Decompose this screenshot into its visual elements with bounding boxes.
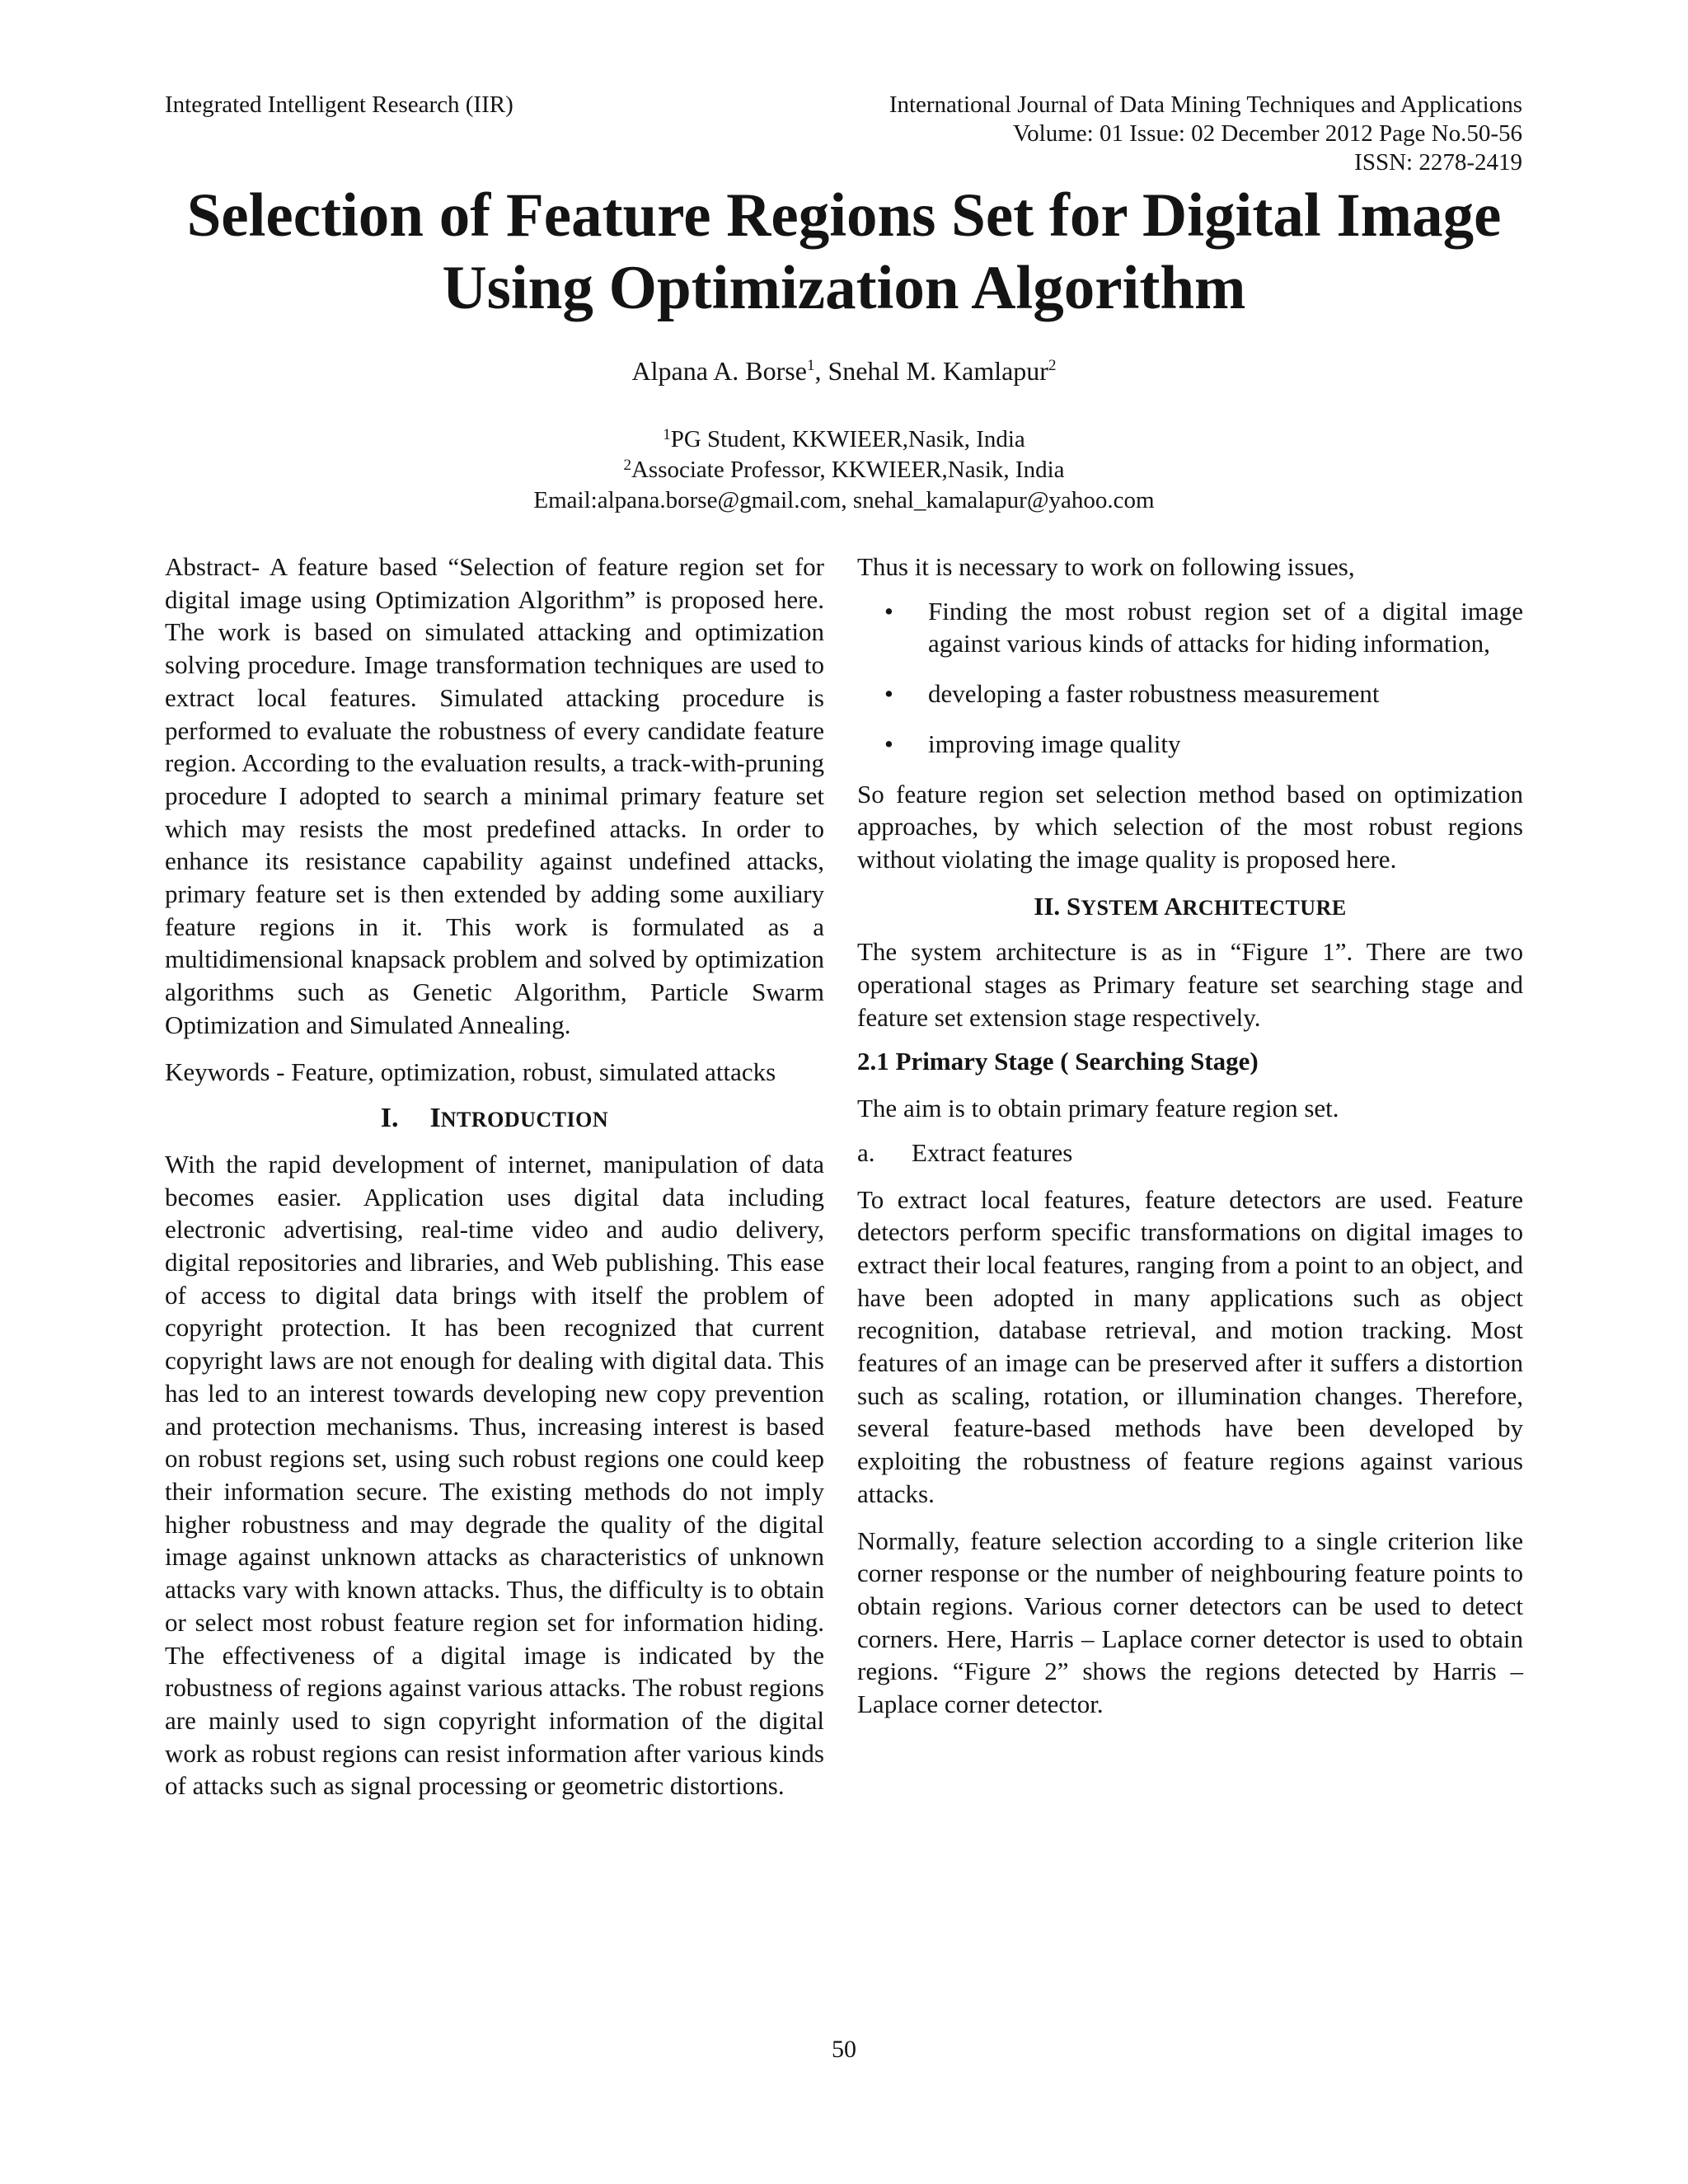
item-extract-features: [857, 1137, 1523, 1169]
journal-volume: Volume: 01 Issue: 02 December 2012 Page No.50-56: [1012, 120, 1522, 147]
subsection-heading-primary-stage: 2.1 Primary Stage ( Searching Stage): [857, 1047, 1259, 1076]
item-label: a.: [857, 1137, 875, 1167]
journal-name: International Journal of Data Mining Techniques and Applications: [889, 91, 1522, 118]
heading-word-2-rest: RCHITECTURE: [1182, 895, 1347, 920]
section-heading-system-architecture: [857, 890, 1523, 925]
affiliation-1-sup: 1: [663, 426, 671, 443]
heading-word-1-rest: YSTEM: [1081, 895, 1160, 920]
introduction-body: With the rapid development of internet, manipulation of data becomes easier. Application uses digital data including electronic advertising, real-time video and audio delivery, digital repositories and libraries, and Web publishing. This ease of access to digital data brings with itself the problem of copyright protection. It has been recognized that current copyright laws are not enough for dealing with digital data. This has led to an interest towards developing new copy prevention and protection mechanisms. Thus, increasing interest is based on robust regions set, using such robust regions one could keep their information secure. The existing methods do not imply higher robustness and may degrade the quality of the digital image against unknown attacks as characteristics of unknown attacks vary with known attacks. Thus, the difficulty is to obtain or select most robust feature region set for information hiding. The effectiveness of a digital image is indicated by the robustness of regions against various attacks. The robust regions are mainly used to sign copyright information of the digital work as robust regions can resist information after various kinds of attacks such as signal processing or geometric distortions.: [165, 1149, 824, 1801]
method-paragraph: So feature region set selection method based on optimization approaches, by which selection of the most robust regions without violating the image quality is proposed here.: [857, 779, 1523, 874]
list-item: • improving image quality: [857, 728, 1523, 761]
section-number: I.: [380, 1103, 399, 1134]
affiliation-1: [0, 424, 1688, 455]
keywords: Keywords - Feature, optimization, robust, simulated attacks: [165, 1057, 776, 1086]
author-1-sup: 1: [806, 357, 815, 374]
header-left-text: Integrated Intelligent Research (IIR): [165, 91, 513, 118]
title-line-2: Using Optimization Algorithm: [442, 254, 1246, 322]
section-heading-first-letter: I: [429, 1103, 441, 1134]
aim-paragraph: The aim is to obtain primary feature region set.: [857, 1094, 1339, 1123]
feature-selection-paragraph: Normally, feature selection according to a single criterion like corner response or the number of neighbouring feature points to obtain regions. Various corner detectors can be used to detect corners. Here, Harris – Laplace corner detector is used to obtain regions. “Figure 2” shows the regions detected by Harris – Laplace corner detector.: [857, 1526, 1523, 1719]
author-2: Snehal M. Kamlapur: [828, 356, 1048, 386]
author-separator: ,: [814, 356, 828, 386]
journal-publisher: [165, 91, 513, 120]
item-text: Extract features: [912, 1137, 1073, 1167]
affiliation-2: [0, 455, 1688, 485]
right-column: [857, 551, 1523, 1721]
list-item: • developing a faster robustness measurement: [857, 677, 1523, 710]
issues-list: [857, 595, 1523, 761]
email-line: Email:alpana.borse@gmail.com, snehal_kamalapur@yahoo.com: [533, 487, 1155, 513]
author-2-sup: 2: [1048, 357, 1057, 374]
paper-title: [124, 180, 1564, 325]
section-number: II.: [1034, 891, 1061, 921]
section-heading-rest: NTRODUCTION: [440, 1108, 609, 1132]
affiliation-1-text: PG Student, KKWIEER,Nasik, India: [670, 426, 1025, 452]
journal-issn: ISSN: 2278-2419: [1354, 149, 1522, 176]
issues-intro: Thus it is necessary to work on following issues,: [857, 552, 1355, 581]
title-line-1: Selection of Feature Regions Set for Digital Image: [186, 181, 1502, 250]
heading-word-2-first: A: [1164, 891, 1183, 921]
affiliation-2-sup: 2: [623, 457, 631, 474]
journal-info: [781, 91, 1522, 177]
affiliation-2-text: Associate Professor, KKWIEER,Nasik, India: [631, 457, 1065, 483]
architecture-paragraph: The system architecture is as in “Figure 1”. There are two operational stages as Primary feature set searching stage and feature set extension stage respectively.: [857, 937, 1523, 1032]
feature-detectors-paragraph: To extract local features, feature detectors are used. Feature detectors perform specific transformations on digital images to extract their local features, ranging from a point to an object, and have been adopted in many applications such as object recognition, database retrieval, and motion tracking. Most features of an image can be preserved after it suffers a distortion such as scaling, rotation, or illumination changes. Therefore, several feature-based methods have been developed by exploiting the robustness of feature regions against various attacks.: [857, 1184, 1523, 1508]
author-1: Alpana A. Borse: [631, 356, 807, 386]
section-heading-introduction: [165, 1102, 824, 1137]
list-item: • Finding the most robust region set of a digital image against various kinds of attacks for hiding information,: [857, 595, 1523, 660]
abstract: Abstract- A feature based “Selection of feature region set for digital image using Optimization Algorithm” is proposed here. The work is based on simulated attacking and optimization solving procedure. Image transformation techniques are used to extract local features. Simulated attacking procedure is performed to evaluate the robustness of every candidate feature region. According to the evaluation results, a track-with-pruning procedure I adopted to search a minimal primary feature set which may resists the most predefined attacks. In order to enhance its resistance capability against undefined attacks, primary feature set is then extended by adding some auxiliary feature regions in it. This work is formulated as a multidimensional knapsack problem and solved by optimization algorithms such as Genetic Algorithm, Particle Swarm Optimization and Simulated Annealing.: [165, 552, 824, 1039]
page-number: 50: [832, 2036, 856, 2063]
affiliations: [0, 424, 1688, 516]
left-column: [165, 551, 824, 1802]
author-list: [0, 354, 1688, 387]
heading-word-1-first: S: [1066, 891, 1081, 921]
